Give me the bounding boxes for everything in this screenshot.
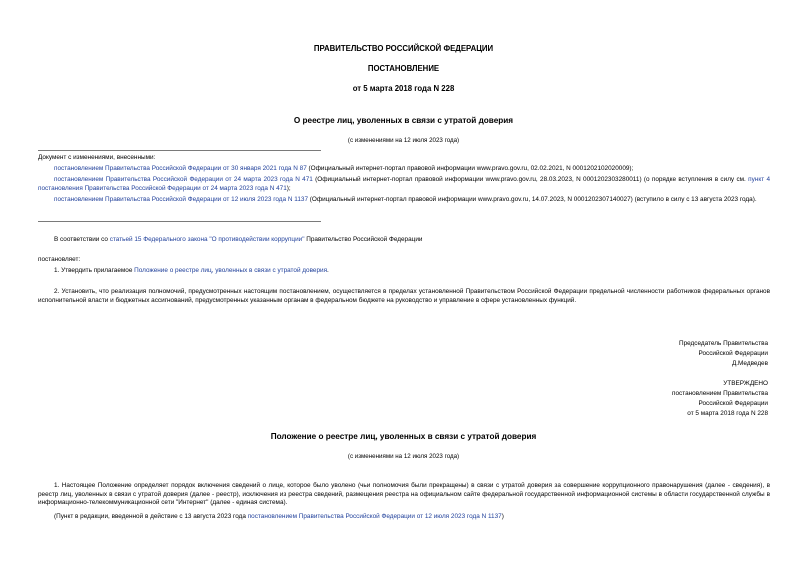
change-item-2 — [38, 176, 770, 193]
point-1 — [38, 267, 770, 276]
change-item-3 — [38, 196, 770, 205]
decree-word: постановляет: — [38, 256, 81, 263]
point-1-text-after: . — [327, 267, 329, 274]
changes-top-divider — [38, 150, 321, 151]
approved-country: Российской Федерации — [698, 400, 768, 407]
changes-intro: Документ с изменениями, внесенными: — [38, 154, 156, 161]
signature-position: Председатель Правительства — [679, 340, 768, 347]
document-type: ПОСТАНОВЛЕНИЕ — [367, 64, 440, 73]
law-article-link[interactable]: статьей 15 Федерального закона "О противодействии коррупции" — [109, 236, 305, 243]
preamble-text-after: Правительство Российской Федерации — [304, 236, 423, 243]
change-item-2-link[interactable]: постановлением Правительства Российской Федерации от 24 марта 2023 года N 471 — [54, 176, 313, 183]
change-item-2-end: ); — [286, 184, 291, 192]
government-heading: ПРАВИТЕЛЬСТВО РОССИЙСКОЙ ФЕДЕРАЦИИ — [313, 44, 494, 53]
change-item-3-text: (Официальный интернет-портал правовой информации www.pravo.gov.ru, 14.07.2023, N 0001202307140027) (вступило в силу с 13 августа 2023 года). — [308, 196, 757, 203]
change-item-3-link[interactable]: постановлением Правительства Российской Федерации от 12 июля 2023 года N 1137 — [54, 196, 308, 203]
change-item-1-link[interactable]: постановлением Правительства Российской Федерации от 30 января 2021 года N 87 — [54, 165, 307, 172]
approved-date: от 5 марта 2018 года N 228 — [687, 410, 768, 417]
change-item-1-text: (Официальный интернет-портал правовой информации www.pravo.gov.ru, 02.02.2021, N 0001202102020009); — [306, 165, 634, 172]
document-revision-note: (с изменениями на 12 июля 2023 года) — [347, 137, 460, 144]
change-item-1 — [38, 165, 770, 174]
regulation-link[interactable]: Положение о реестре лиц, уволенных в связи с утратой доверия — [134, 267, 328, 274]
approved-by: постановлением Правительства — [672, 390, 768, 397]
regulation-revision-note: (с изменениями на 12 июля 2023 года) — [347, 453, 460, 460]
document-title: О реестре лиц, уволенных в связи с утратой доверия — [293, 116, 514, 125]
signature-name: Д.Медведев — [731, 360, 768, 367]
point-2: 2. Установить, что реализация полномочий, предусмотренных настоящим постановлением, осуществляется в пределах установленной Правительством Российской Федерации предельной численности работников федеральных органов исполнительной власти и бюджетных ассигнований, предусмотренных указанным органам в федеральном бюджете на руководство и управление в сфере установленных функций. — [38, 288, 770, 304]
preamble — [38, 236, 770, 245]
preamble-text-before: В соответствии со — [54, 236, 110, 243]
regulation-title: Положение о реестре лиц, уволенных в связи с утратой доверия — [270, 432, 537, 441]
regulation-point-1-note — [38, 513, 770, 522]
note-decree-link[interactable]: постановлением Правительства Российской Федерации от 12 июля 2023 года N 1137 — [247, 513, 502, 520]
changes-bottom-divider — [38, 221, 321, 222]
signature-country: Российской Федерации — [698, 350, 768, 357]
point-1-text-before: 1. Утвердить прилагаемое — [54, 267, 135, 274]
change-item-2-text: (Официальный интернет-портал правовой информации www.pravo.gov.ru, 28.03.2023, N 0001202303280011) (о порядке вступления в силу см. — [312, 176, 749, 183]
approved-label: УТВЕРЖДЕНО — [723, 380, 768, 387]
note-text-after: ) — [501, 513, 504, 520]
change-item-2-point-link[interactable]: пункт 4 постановления Правительства Российской Федерации от 24 марта 2023 года N 471 — [38, 176, 771, 192]
note-text-before: (Пункт в редакции, введенной в действие с 13 августа 2023 года — [54, 513, 248, 520]
document-date-number: от 5 марта 2018 года N 228 — [352, 84, 455, 93]
regulation-point-1: 1. Настоящее Положение определяет порядок включения сведений о лице, которое было уволено (чьи полномочия были прекращены) в связи с утратой доверия за совершение коррупционного правонарушения (далее - сведения), в реестр лиц, уволенных в связи с утратой доверия (далее - реестр), исключения из реестра сведений, размещения реестра на официальном сайте федеральной государственной информационной системы в области государственной службы в информационно-телекоммуникационной сети "Интернет" (далее - единая система). — [38, 482, 770, 507]
